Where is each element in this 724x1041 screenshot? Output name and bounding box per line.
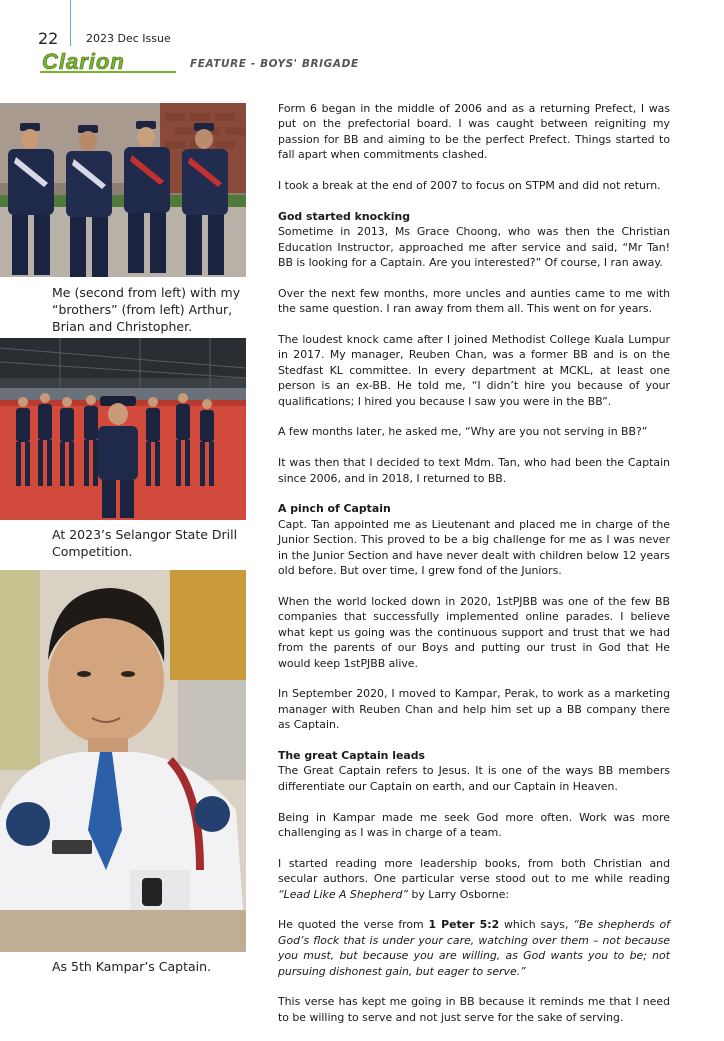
photo-caption-1: Me (second from left) with my “brothers” (from left) Arthur, Brian and Christopher. <box>52 285 241 334</box>
photo-caption-2: At 2023’s Selangor State Drill Competition. <box>52 527 238 559</box>
paragraph: Sometime in 2013, Ms Grace Choong, who was then the Christian Education Instructor, approached me after service and said, “Mr Tan! BB is looking for a Captain. Are you interested?” Of course, I ran away. <box>278 225 670 270</box>
subheading: A pinch of Captain <box>278 502 391 516</box>
text-run: He quoted the verse from <box>278 918 429 932</box>
issue-label: 2023 Dec Issue <box>86 32 171 45</box>
verse-reference: 1 Peter 5:2 <box>428 918 500 932</box>
subheading: God started knocking <box>278 209 411 223</box>
paragraph: Capt. Tan appointed me as Lieutenant and placed me in charge of the Junior Section. This proved to be a big challenge for me as I was never in the Junior Section and have never dealt with children below 12 years old before. But over time, I grew fond of the Juniors. <box>278 517 670 578</box>
text-run: which says, <box>499 918 574 932</box>
photo-officers <box>0 103 246 277</box>
text-run: by Larry Osborne: <box>408 887 510 901</box>
paragraph <box>278 856 670 902</box>
photo-caption-3: As 5th Kampar’s Captain. <box>52 959 212 974</box>
verse-quote: “Be shepherds of God’s flock that is under your care, watching over them – not because you must, but because you are willing, as God wants you to be; not pursuing dishonest gain, but eager to serve.” <box>278 918 670 978</box>
photo-captain-portrait <box>0 570 246 952</box>
book-title: “Lead Like A Shepherd” <box>278 887 408 901</box>
paragraph: The loudest knock came after I joined Methodist College Kuala Lumpur in 2017. My manager, Reuben Chan, was a former BB and is on the Stedfast KL committee. In every department at MCKL, at least one person is an ex-BB. He told me, “I didn’t hire you because of your qualifications; I hired you because I saw you were in the BB”. <box>278 333 670 408</box>
text-run: I started reading more leadership books, from both Christian and secular authors. One particular verse stood out to me while reading <box>278 856 670 886</box>
paragraph: I took a break at the end of 2007 to focus on STPM and did not return. <box>278 179 661 193</box>
paragraph: A few months later, he asked me, “Why are you not serving in BB?” <box>278 425 648 439</box>
page-number: 22 <box>38 29 59 48</box>
article-body <box>278 101 670 1041</box>
paragraph: Form 6 began in the middle of 2006 and as a returning Prefect, I was put on the prefectorial board. I was caught between reigniting my passion for BB and aiming to be the perfect Prefect. Things started to fall apart when commitments clashed. <box>278 102 670 162</box>
clarion-logo <box>40 50 180 78</box>
section-label: FEATURE - BOYS' BRIGADE <box>190 58 359 70</box>
paragraph: When the world locked down in 2020, 1stPJBB was one of the few BB companies that successfully implemented online parades. I believe what kept us going was the continuous support and trust that we had from the parents of our Boys and putting our trust in God that He would keep 1stPJBB alive. <box>278 594 670 670</box>
header-accent-line <box>70 0 71 46</box>
paragraph: Over the next few months, more uncles and aunties came to me with the same question. I ran away from them all. This went on for years. <box>278 286 670 316</box>
paragraph: This verse has kept me going in BB because it reminds me that I need to be willing to serve and not just serve for the sake of serving. <box>278 995 670 1024</box>
paragraph: Being in Kampar made me seek God more often. Work was more challenging as I was in charge of a team. <box>278 810 670 839</box>
paragraph <box>278 917 670 979</box>
subheading: The great Captain leads <box>278 748 425 762</box>
paragraph: In September 2020, I moved to Kampar, Perak, to work as a marketing manager with Reuben Chan and help him set up a BB company there as Captain. <box>278 687 670 732</box>
logo-text: Clarion <box>42 50 125 74</box>
photo-drill-competition <box>0 338 246 520</box>
paragraph: The Great Captain refers to Jesus. It is one of the ways BB members differentiate our Captain on earth, and our Captain in Heaven. <box>278 764 670 793</box>
paragraph: It was then that I decided to text Mdm. Tan, who had been the Captain since 2006, and in 2018, I returned to BB. <box>278 456 670 485</box>
